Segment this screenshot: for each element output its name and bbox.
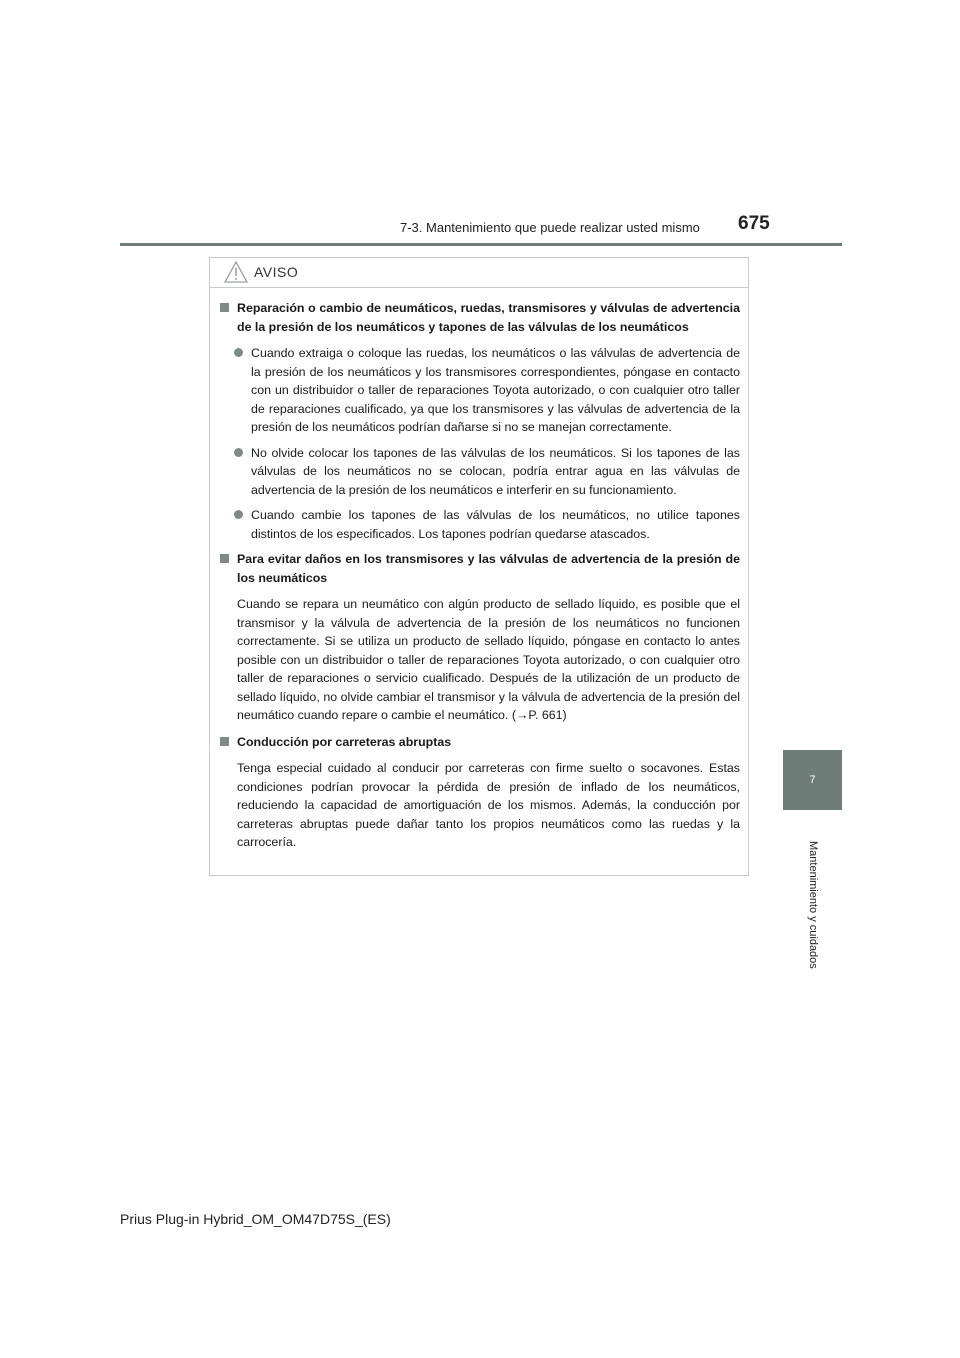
page-number: 675 — [738, 213, 770, 234]
topic-heading: Conducción por carreteras abruptas — [218, 733, 740, 752]
chapter-tab: 7 — [783, 750, 842, 810]
square-bullet-icon — [220, 554, 229, 563]
warning-body — [210, 288, 748, 852]
round-bullet-icon — [234, 448, 243, 457]
warning-header — [210, 258, 748, 288]
warning-triangle-icon — [224, 261, 248, 288]
topic-paragraph: Cuando se repara un neumático con algún producto de sellado líquido, es posible que el transmisor y la válvula de advertencia de la presión de los neumáticos no funcionen correctamente. Si se utiliza un producto de sellado líquido, póngase en contacto lo antes posible con un distribuidor o taller de reparaciones Toyota autorizado, o con cualquier otro taller de reparaciones o servicio cualificado. Después de la utilización de un producto de sellado líquido, no olvide cambiar el transmisor y la válvula de advertencia de la presión del neumático cuando repare o cambie el neumático. (→P. 661) — [237, 597, 740, 722]
chapter-label: Mantenimiento y cuidados — [807, 841, 819, 969]
round-bullet-icon — [234, 348, 243, 357]
list-item: No olvide colocar los tapones de las válvulas de los neumáticos. Si los tapones de las válvulas de los neumáticos no se colocan, podría entrar agua en las válvulas de advertencia de la presión de los neumáticos e interferir en su funcionamiento. — [218, 444, 740, 500]
topic-paragraph: Tenga especial cuidado al conducir por carreteras con firme suelto o socavones. Estas condiciones podrían provocar la pérdida de presión de inflado de los neumáticos, reduciendo la capacidad de amortiguación de los mismos. Además, la conducción por carreteras abruptas puede dañar tanto los propios neumáticos como las ruedas y la carrocería. — [237, 761, 740, 849]
warning-title: AVISO — [254, 264, 299, 280]
topic-heading: Reparación o cambio de neumáticos, ruedas, transmisores y válvulas de advertencia de la presión de los neumáticos y tapones de las válvulas de los neumáticos — [218, 299, 740, 336]
square-bullet-icon — [220, 737, 229, 746]
round-bullet-icon — [234, 510, 243, 519]
list-item: Cuando extraiga o coloque las ruedas, los neumáticos o las válvulas de advertencia de la presión de los neumáticos y los transmisores correspondientes, póngase en contacto con un distribuidor o taller de reparaciones Toyota autorizado, o con cualquier otro taller de reparaciones cualificado, ya que los transmisores y las válvulas de advertencia de la presión de los neumáticos podrían dañarse si no se manejan correctamente. — [218, 344, 740, 437]
square-bullet-icon — [220, 303, 229, 312]
manual-id: Prius Plug-in Hybrid_OM_OM47D75S_(ES) — [120, 1211, 391, 1227]
list-item: Cuando cambie los tapones de las válvulas de los neumáticos, no utilice tapones distintos de los especificados. Los tapones podrían quedarse atascados. — [218, 506, 740, 543]
topic-heading: Para evitar daños en los transmisores y las válvulas de advertencia de la presión de los neumáticos — [218, 550, 740, 587]
warning-box — [209, 257, 749, 876]
header-divider — [120, 243, 842, 246]
section-title: 7-3. Mantenimiento que puede realizar usted mismo — [400, 220, 700, 235]
